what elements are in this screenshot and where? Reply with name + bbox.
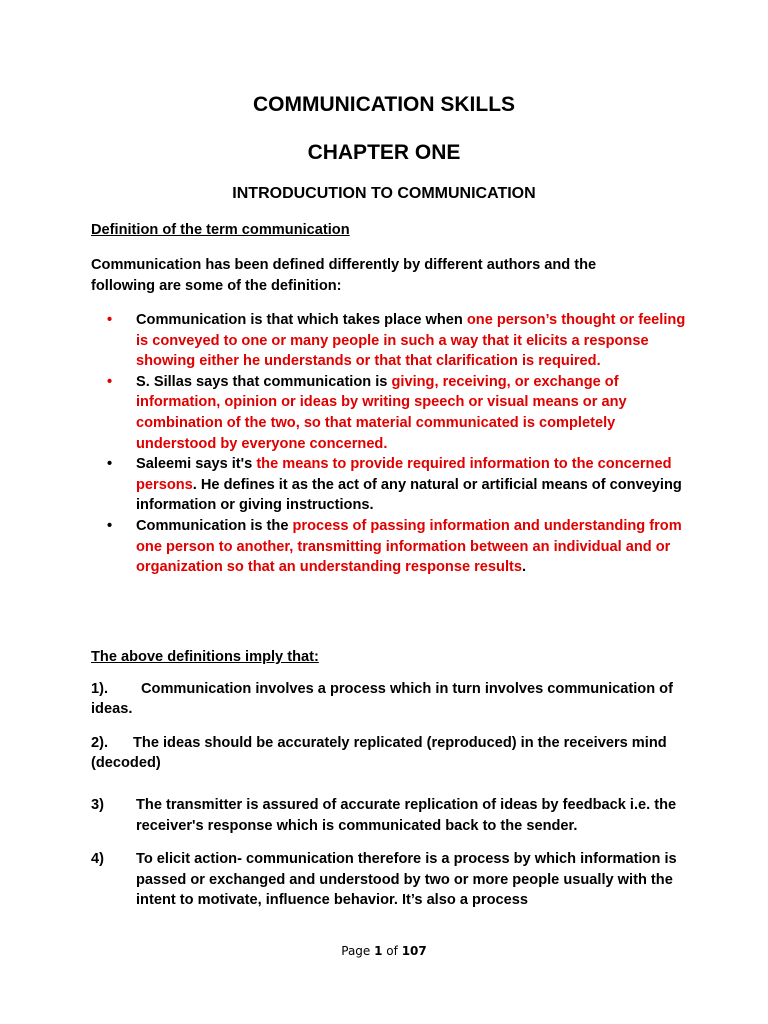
footer-of: of [382, 944, 402, 958]
bullet-highlight: the means to provide required information to the concerned persons [136, 456, 672, 493]
point-label: 3) [91, 797, 104, 813]
implication-point [91, 849, 691, 911]
document-title: COMMUNICATION SKILLS [252, 93, 516, 116]
bullet-text: Saleemi says it's [136, 456, 257, 473]
current-page-number: 1 [374, 944, 383, 958]
bullet-icon: • [107, 373, 113, 390]
definition-heading: Definition of the term communication [91, 222, 350, 238]
chapter-heading: CHAPTER ONE [307, 141, 461, 164]
point-text: The transmitter is assured of accurate replication of ideas by feedback i.e. the receiver's response which is communicated back to the sender. [136, 797, 677, 834]
definition-item [107, 454, 687, 516]
page-footer [0, 944, 768, 958]
definition-item [107, 310, 687, 372]
bullet-tail: . He defines it as the act of any natural or artificial means of conveying information or giving instructions. [136, 476, 682, 514]
bullet-text: Communication is that which takes place when [136, 312, 467, 328]
bullet-text: S. Sillas says that communication is [136, 373, 392, 390]
intro-paragraph: Communication has been defined differently by different authors and the following are some of the definition: [91, 257, 597, 294]
point-text: The ideas should be accurately replicated (reproduced) in the receivers mind (decoded) [91, 735, 667, 771]
definitions-list [107, 310, 687, 578]
implication-point [91, 734, 691, 773]
implication-point [91, 680, 691, 719]
point-label: 1). [91, 681, 109, 697]
definition-item [107, 372, 687, 454]
implication-point [91, 795, 691, 836]
point-label: 2). [91, 735, 109, 751]
implications-heading: The above definitions imply that: [91, 649, 319, 665]
footer-prefix: Page [341, 944, 375, 958]
total-pages-number: 107 [401, 944, 427, 958]
bullet-highlight: giving, receiving, or exchange of information, opinion or ideas by writing speech or visual means or any combination of the two, so that material communicated is completely understood by everyone concerned. [136, 373, 627, 452]
point-label: 4) [91, 851, 104, 867]
definition-item [107, 516, 687, 578]
point-text: To elicit action- communication therefore is a process by which information is passed or exchanged and understood by two or more people usually with the intent to motivate, influence behavior. It’s also a process [136, 851, 677, 909]
section-subtitle: INTRODUCUTION TO COMMUNICATION [232, 185, 536, 202]
bullet-icon: • [107, 456, 113, 473]
bullet-icon: • [107, 312, 113, 328]
bullet-highlight: process of passing information and understanding from one person to another, transmitting information between an individual and or organization so that an understanding response results [136, 517, 682, 576]
bullet-highlight: one person’s thought or feeling is conveyed to one or many people in such a way that it elicits a response showing either he understands or that that clarification is required. [136, 312, 686, 370]
point-text: Communication involves a process which in turn involves communication of ideas. [91, 681, 673, 717]
bullet-icon: • [107, 517, 113, 534]
bullet-tail: . [521, 559, 527, 576]
bullet-text: Communication is the [136, 517, 293, 534]
